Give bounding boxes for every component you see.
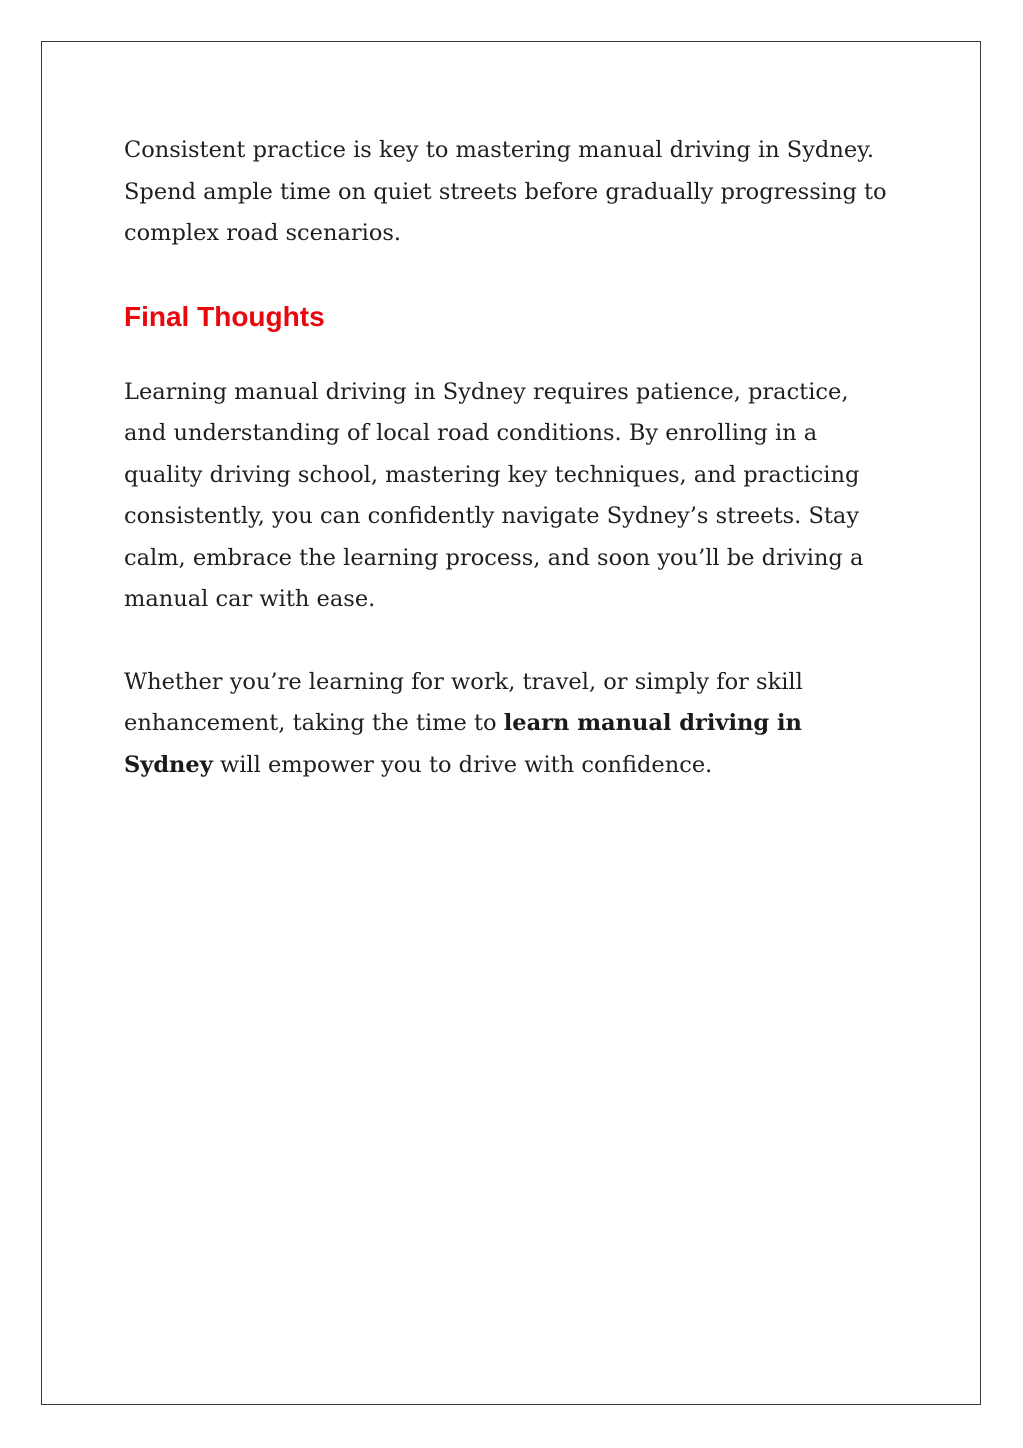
document-content bbox=[124, 130, 894, 786]
bold-keyword: learn manual driving in Sydney bbox=[124, 710, 802, 778]
intro-paragraph: Consistent practice is key to mastering manual driving in Sydney. Spend ample time on quiet streets before gradually progressing to complex road scenarios. bbox=[124, 137, 887, 246]
closing-paragraph bbox=[124, 662, 894, 787]
closing-text-after: will empower you to drive with confidence. bbox=[212, 751, 713, 778]
section-heading: Final Thoughts bbox=[124, 300, 325, 332]
final-thoughts-paragraph: Learning manual driving in Sydney requires patience, practice, and understanding of local road conditions. By enrolling in a quality driving school, mastering key techniques, and practicing consistently, you can confidently navigate Sydney’s streets. Stay calm, embrace the learning process, and soon you’ll be driving a manual car with ease. bbox=[124, 378, 864, 612]
closing-text-before: Whether you’re learning for work, travel, or simply for skill enhancement, taking the time to bbox=[124, 668, 803, 736]
